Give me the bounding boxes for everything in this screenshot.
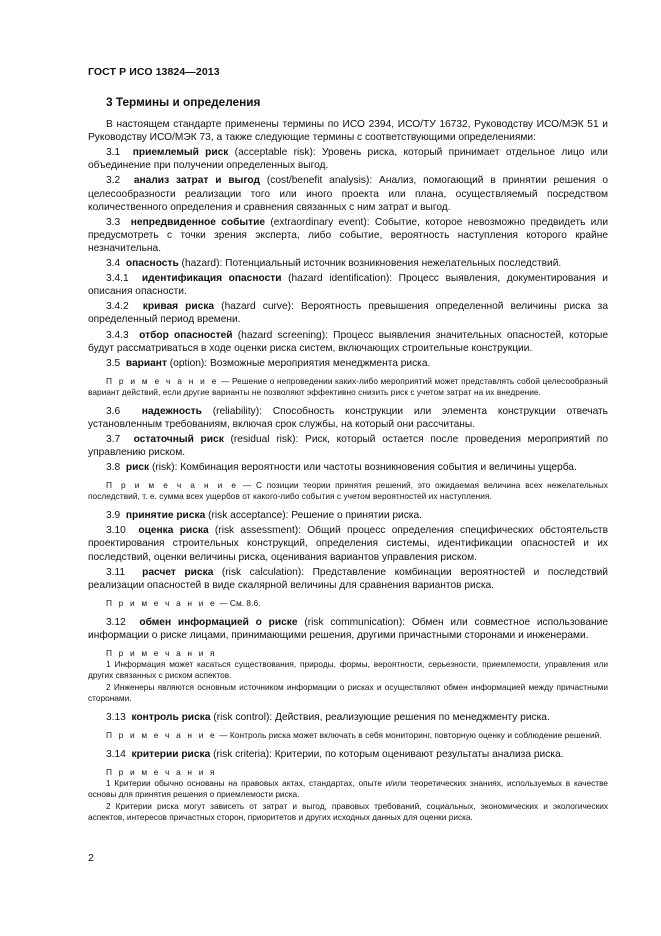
term-title: принятие риска [125, 510, 206, 522]
note-3-13: П р и м е ч а н и е — Контроль риска может включать в себя мониторинг, повторную оценку и соблюдение решений. [106, 730, 602, 741]
term-title: контроль риска [131, 712, 211, 723]
term-3-6: 3.6 надежность (reliability): Способность конструкции или элемента конструкции отвечать установленным требованиям, включая срок службы, на который они рассчитаны. [88, 405, 608, 430]
term-3-14: 3.14 критерии риска (risk criteria): Критерии, по которым оценивают результаты анализа риска. [106, 749, 564, 761]
term-3-13: 3.13 контроль риска (risk control): Действия, реализующие решения по менеджменту риска. [106, 712, 550, 723]
term-title: риск [125, 462, 150, 474]
term-title: анализ затрат и выгод [133, 175, 260, 187]
term-3-4-2: 3.4.2 кривая риска (hazard curve): Вероятность превышения определенной величины риска за определенный период времени. [88, 301, 608, 326]
note-3-11: П р и м е ч а н и е — См. 8.6. [106, 597, 261, 608]
term-title: приемлемый риск [132, 147, 229, 159]
note-3-12-1: 1 Информация может касаться существования, природы, формы, вероятности, серьезности, приемлемости, управления или других связанных с риском аспектов. [88, 659, 608, 680]
term-title: оценка риска [138, 525, 209, 537]
term-3-11: 3.11 расчет риска (risk calculation): Представление комбинации вероятностей и последствий реализации опасностей в виде скалярной величины для сравнения вариантов риска. [88, 566, 608, 591]
term-title: обмен информацией о риске [139, 616, 298, 628]
term-3-2: 3.2 анализ затрат и выгод (cost/benefit analysis): Анализ, помогающий в принятии решения о целесообразности реализации того или иного проекта или плана, осуществляемый посредством количественного определения и сравнения связанных с ним затрат и выгод. [88, 175, 608, 213]
term-3-4: 3.4 опасность (hazard): Потенциальный источник возникновения нежелательных последствий. [106, 258, 562, 270]
term-3-7: 3.7 остаточный риск (residual risk): Риск, который остается после проведения мероприятий по управлению риском. [88, 433, 608, 459]
page-number: 2 [88, 852, 94, 864]
term-title: остаточный риск [133, 433, 224, 445]
note-3-12-2: 2 Инженеры являются основным источником информации о рисках и осуществляют обмен информацией между причастными сторонами. [88, 682, 608, 703]
term-title: непредвиденное событие [130, 216, 266, 228]
notes-3-14-heading: П р и м е ч а н и я [106, 767, 217, 778]
notes-3-12-heading: П р и м е ч а н и я [106, 648, 217, 658]
term-title: надежность [141, 405, 202, 417]
term-3-1: 3.1 приемлемый риск (acceptable risk): Уровень риска, который принимает отдельное лицо или объединение при получении определенных выгод. [88, 147, 608, 172]
section-title: 3 Термины и определения [106, 95, 261, 109]
term-3-4-3: 3.4.3 отбор опасностей (hazard screening): Процесс выявления значительных опасностей, которые будут рассматриваться в ходе оценки риска систем, включающих строительные конструкции. [88, 329, 608, 354]
term-title: вариант [125, 357, 167, 369]
standard-header: ГОСТ Р ИСО 13824—2013 [88, 66, 220, 78]
note-3-8: П р и м е ч а н и е — С позиции теории принятия решений, это ожидаемая величина всех нежелательных последствий, т. е. сумма всех ущербов от какого-либо события с учетом вероятностей их наступления. [88, 480, 608, 502]
note-3-14-2: 2 Критерии риска могут зависеть от затрат и выгод, правовых требований, социальных, экономических и экологических аспектов, интересов причастных сторон, приоритетов и других исходных данных для оценки риска. [88, 801, 608, 823]
term-3-5: 3.5 вариант (option): Возможные мероприятия менеджмента риска. [106, 357, 431, 369]
term-title: кривая риска [142, 301, 215, 313]
page-content [88, 96, 608, 830]
term-3-8: 3.8 риск (risk): Комбинация вероятности или частоты возникновения события и величины ущерба. [106, 462, 577, 474]
term-title: отбор опасностей [139, 329, 233, 341]
term-title: критерии риска [131, 749, 211, 761]
term-3-4-1: 3.4.1 идентификация опасности (hazard identification): Процесс выявления, документирования и описания опасности. [88, 273, 608, 298]
note-3-14-1: 1 Критерии обычно основаны на правовых актах, стандартах, опыте и/или теоретических знаниях, используемых в качестве основы для принятия решения о приемлемости риска. [88, 778, 608, 800]
note-3-5: П р и м е ч а н и е — Решение о непроведении каких-либо мероприятий может представлять собой целесообразный вариант действий, если другие варианты не позволяют эффективно снизить риск с учетом затрат на их внедрение. [88, 375, 608, 397]
term-3-3: 3.3 непредвиденное событие (extraordinary event): Событие, которое невозможно предвидеть или предусмотреть с точки зрения эксперта, либо событие, вероятность наступления которого крайне незначительна. [88, 216, 609, 254]
term-title: опасность [125, 258, 179, 270]
term-3-9: 3.9 принятие риска (risk acceptance): Решение о принятии риска. [106, 510, 422, 522]
term-title: идентификация опасности [141, 273, 282, 285]
term-title: расчет риска [142, 566, 214, 578]
term-3-10: 3.10 оценка риска (risk assessment): Общий процесс определения специфических обстоятельств проектирования строительных конструкций, определения системы, идентификации опасностей и их последствий, оценки величины риска, оценивания вариантов управления риском. [88, 525, 608, 563]
term-3-12: 3.12 обмен информацией о риске (risk communication): Обмен или совместное использование информации о риске лицами, принимающими решения, другими причастными сторонами и инженерами. [88, 616, 608, 641]
intro-paragraph: В настоящем стандарте применены термины по ИСО 2394, ИСО/ТУ 16732, Руководству ИСО/МЭК 51 и Руководству ИСО/МЭК 73, а также следующие термины с соответствующими определениями: [88, 119, 608, 144]
